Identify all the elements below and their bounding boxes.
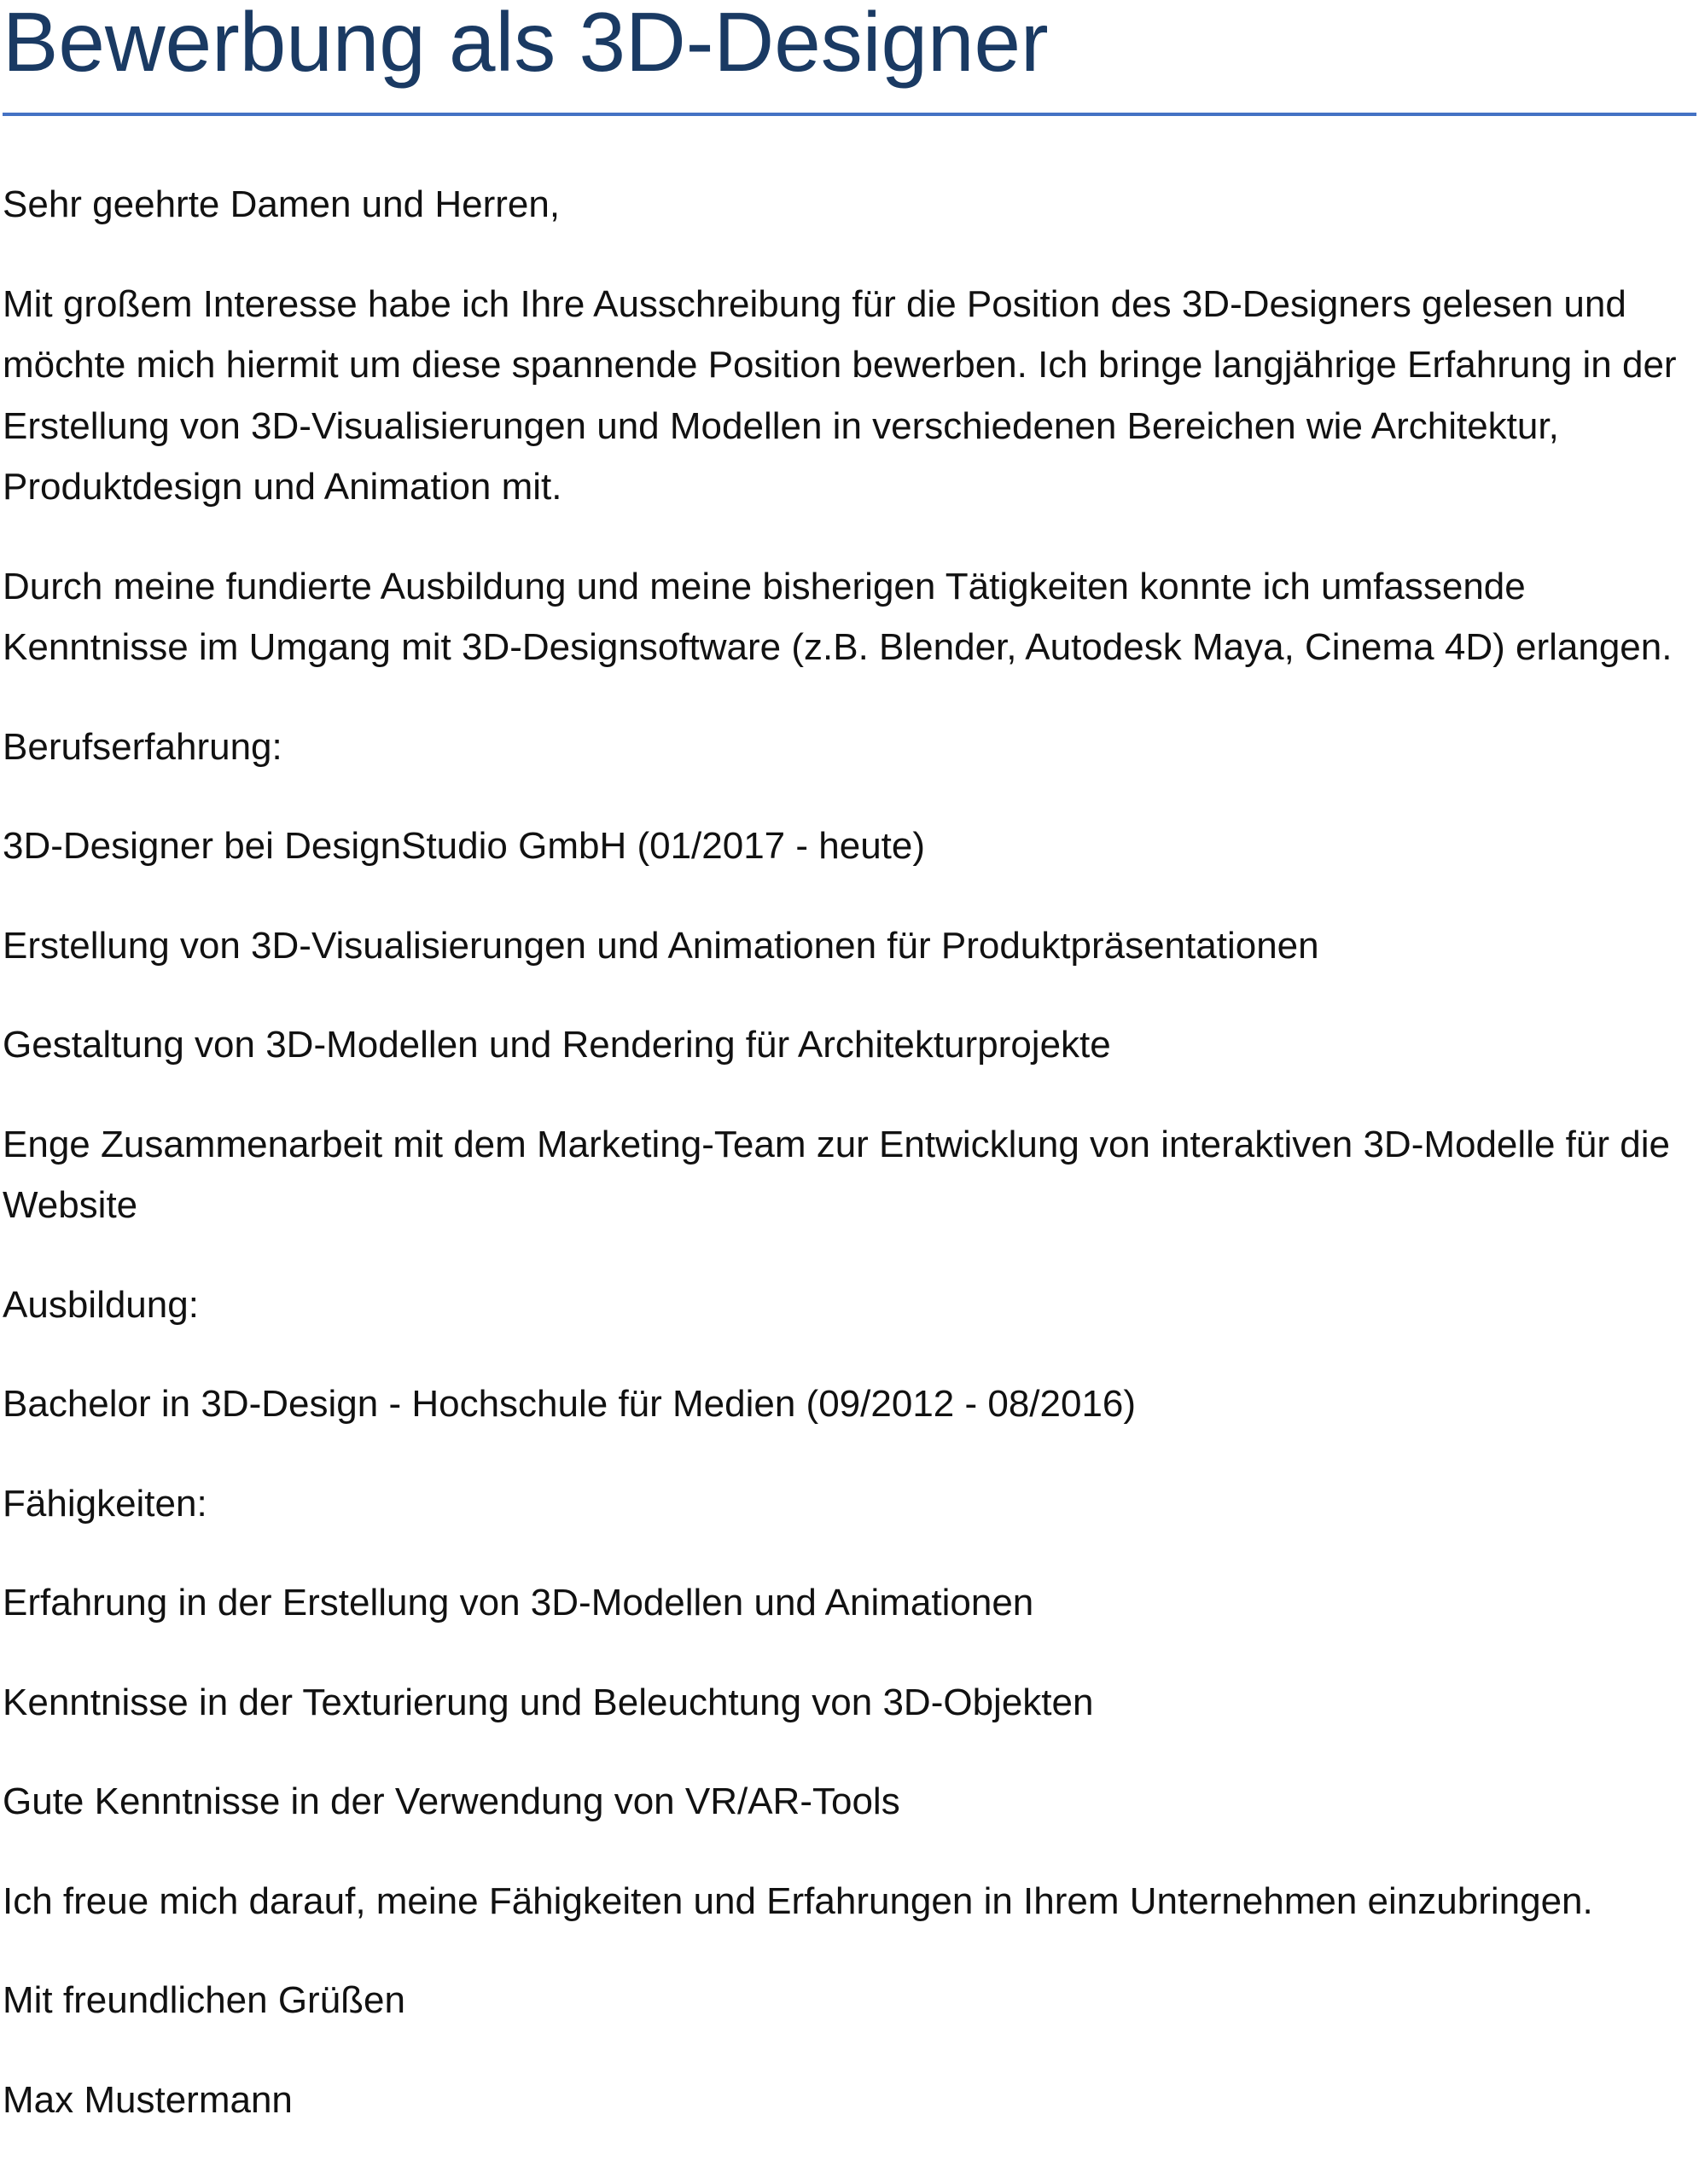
education-summary-paragraph: Durch meine fundierte Ausbildung und meine bisherigen Tätigkeiten konnte ich umfassende Kenntnisse im Umgang mit 3D-Designsoftware (z.B. Blender, Autodesk Maya, Cinema 4D) erlangen. xyxy=(3,565,1673,668)
letter-body xyxy=(3,174,1696,2169)
skills-item: Erfahrung in der Erstellung von 3D-Modellen und Animationen xyxy=(3,1582,1034,1623)
closing-paragraph: Ich freue mich darauf, meine Fähigkeiten und Erfahrungen in Ihrem Unternehmen einzubringen. xyxy=(3,1879,1593,1922)
signature-name: Max Mustermann xyxy=(3,2078,293,2121)
experience-heading: Berufserfahrung: xyxy=(3,725,282,768)
document-content xyxy=(3,0,1696,2121)
skills-heading: Fähigkeiten: xyxy=(3,1482,207,1525)
experience-item: Gestaltung von 3D-Modellen und Rendering für Architekturprojekte xyxy=(3,1024,1111,1066)
document-title: Bewerbung als 3D-Designer xyxy=(3,0,1049,89)
education-item: Bachelor in 3D-Design - Hochschule für Medien (09/2012 - 08/2016) xyxy=(3,1383,1137,1425)
experience-position: 3D-Designer bei DesignStudio GmbH (01/2017 - heute) xyxy=(3,825,926,867)
skills-item: Kenntnisse in der Texturierung und Beleuchtung von 3D-Objekten xyxy=(3,1681,1094,1723)
signoff: Mit freundlichen Grüßen xyxy=(3,1979,405,2021)
title-underline-rule xyxy=(3,113,1696,116)
greeting-paragraph: Sehr geehrte Damen und Herren, xyxy=(3,183,561,225)
intro-paragraph: Mit großem Interesse habe ich Ihre Ausschreibung für die Position des 3D-Designers gelesen und möchte mich hiermit um diese spannende Position bewerben. Ich bringe langjährige Erfahrung in der Erstellung von 3D-Visualisierungen und Modellen in verschiedenen Bereichen wie Architektur, Produktdesign und Animation mit. xyxy=(3,282,1677,508)
experience-item: Erstellung von 3D-Visualisierungen und Animationen für Produktpräsentationen xyxy=(3,924,1319,967)
education-heading: Ausbildung: xyxy=(3,1283,199,1326)
skills-item: Gute Kenntnisse in der Verwendung von VR/AR-Tools xyxy=(3,1780,900,1822)
experience-item: Enge Zusammenarbeit mit dem Marketing-Team zur Entwicklung von interaktiven 3D-Modelle für die Website xyxy=(3,1123,1670,1226)
